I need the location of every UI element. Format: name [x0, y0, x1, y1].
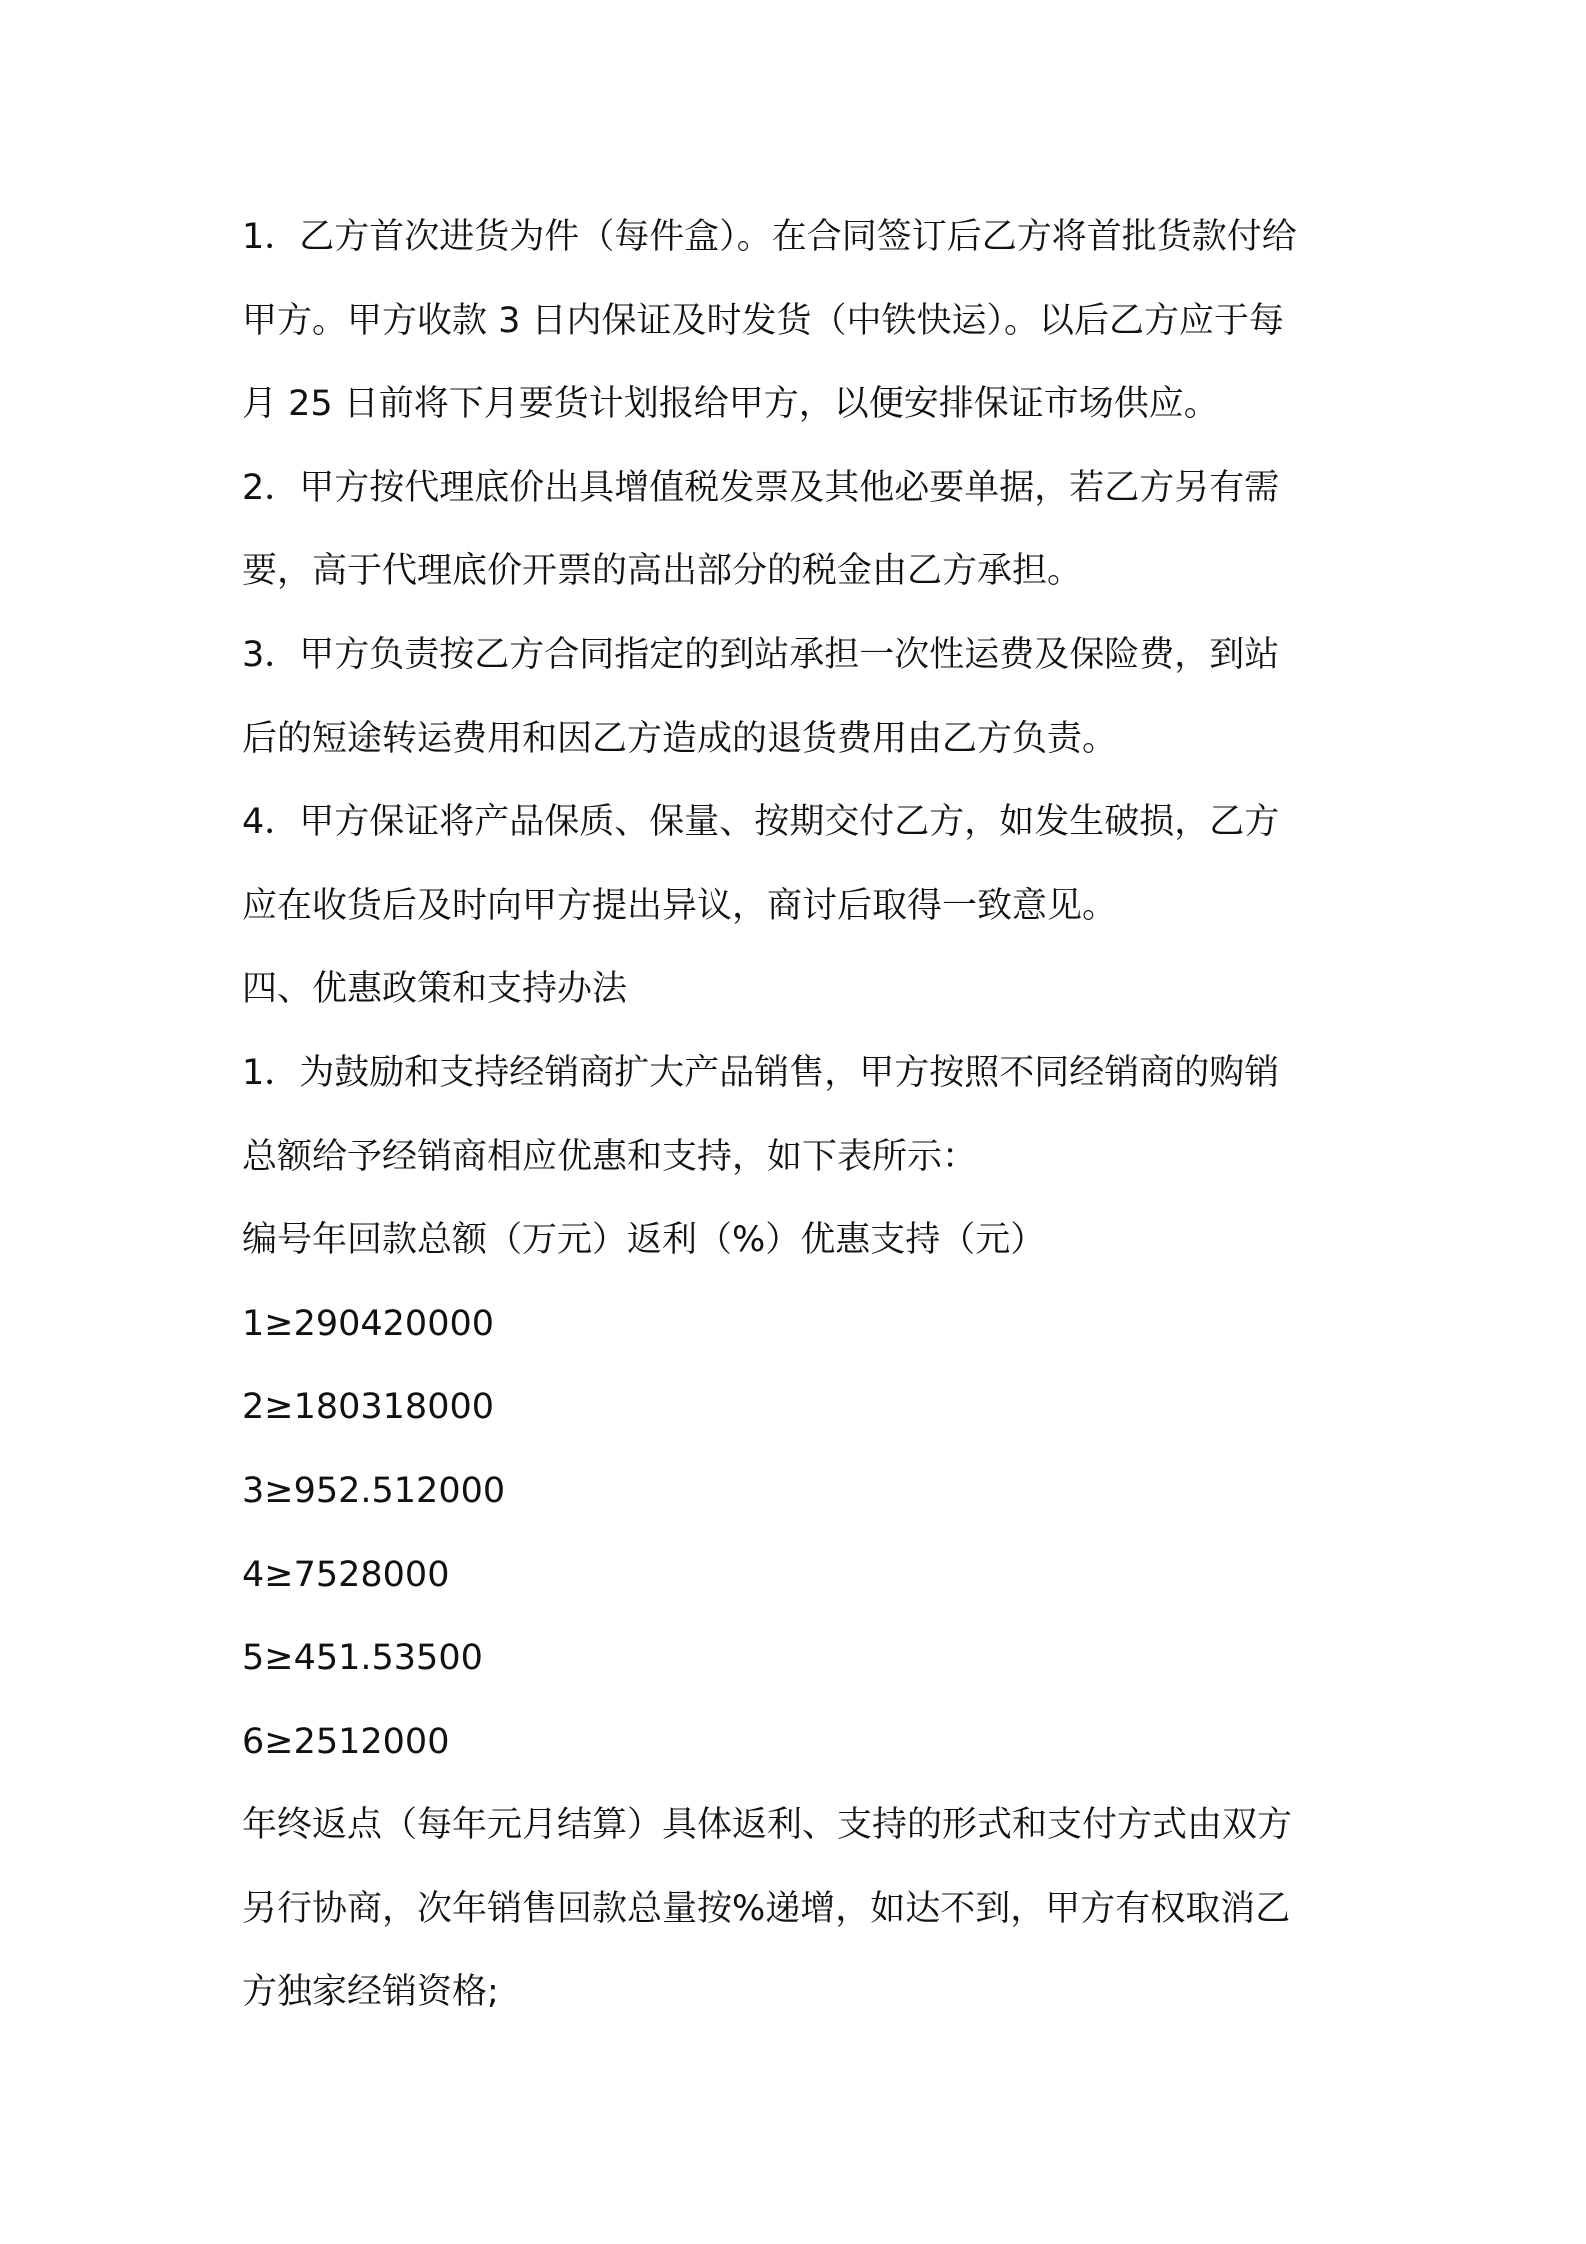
table-row-line: 4≥7528000 [242, 1554, 450, 1595]
text-line: 甲方。甲方收款 3 日内保证及时发货（中铁快运）。以后乙方应于每 [242, 300, 1285, 341]
table-header-line: 编号年回款总额（万元）返利（%）优惠支持（元） [242, 1220, 1046, 1261]
text-line: 方独家经销资格; [242, 1972, 499, 2013]
text-line: 3．甲方负责按乙方合同指定的到站承担一次性运费及保险费，到站 [242, 634, 1280, 675]
text-line: 要，高于代理底价开票的高出部分的税金由乙方承担。 [242, 551, 1083, 592]
text-line: 月 25 日前将下月要货计划报给甲方，以便安排保证市场供应。 [242, 384, 1219, 425]
text-line: 后的短途转运费用和因乙方造成的退货费用由乙方负责。 [242, 718, 1118, 759]
text-line: 4．甲方保证将产品保质、保量、按期交付乙方，如发生破损，乙方 [242, 802, 1280, 843]
text-line: 应在收货后及时向甲方提出异议，商讨后取得一致意见。 [242, 885, 1118, 926]
text-line: 另行协商，次年销售回款总量按%递增，如达不到，甲方有权取消乙 [242, 1888, 1291, 1929]
text-line: 总额给予经销商相应优惠和支持，如下表所示： [242, 1136, 978, 1177]
text-line: 2．甲方按代理底价出具增值税发票及其他必要单据，若乙方另有需 [242, 467, 1280, 508]
table-row-line: 1≥290420000 [242, 1303, 495, 1344]
text-line: 年终返点（每年元月结算）具体返利、支持的形式和支付方式由双方 [242, 1805, 1293, 1846]
text-line: 1．为鼓励和支持经销商扩大产品销售，甲方按照不同经销商的购销 [242, 1052, 1280, 1093]
table-row-line: 2≥180318000 [242, 1387, 495, 1428]
section-heading: 四、优惠政策和支持办法 [242, 969, 628, 1010]
text-line: 1．乙方首次进货为件（每件盒）。在合同签订后乙方将首批货款付给 [242, 217, 1297, 257]
table-row-line: 5≥451.53500 [242, 1638, 483, 1679]
table-row-line: 3≥952.512000 [242, 1470, 506, 1511]
document-body [242, 196, 1358, 2035]
table-row-line: 6≥2512000 [242, 1721, 450, 1762]
